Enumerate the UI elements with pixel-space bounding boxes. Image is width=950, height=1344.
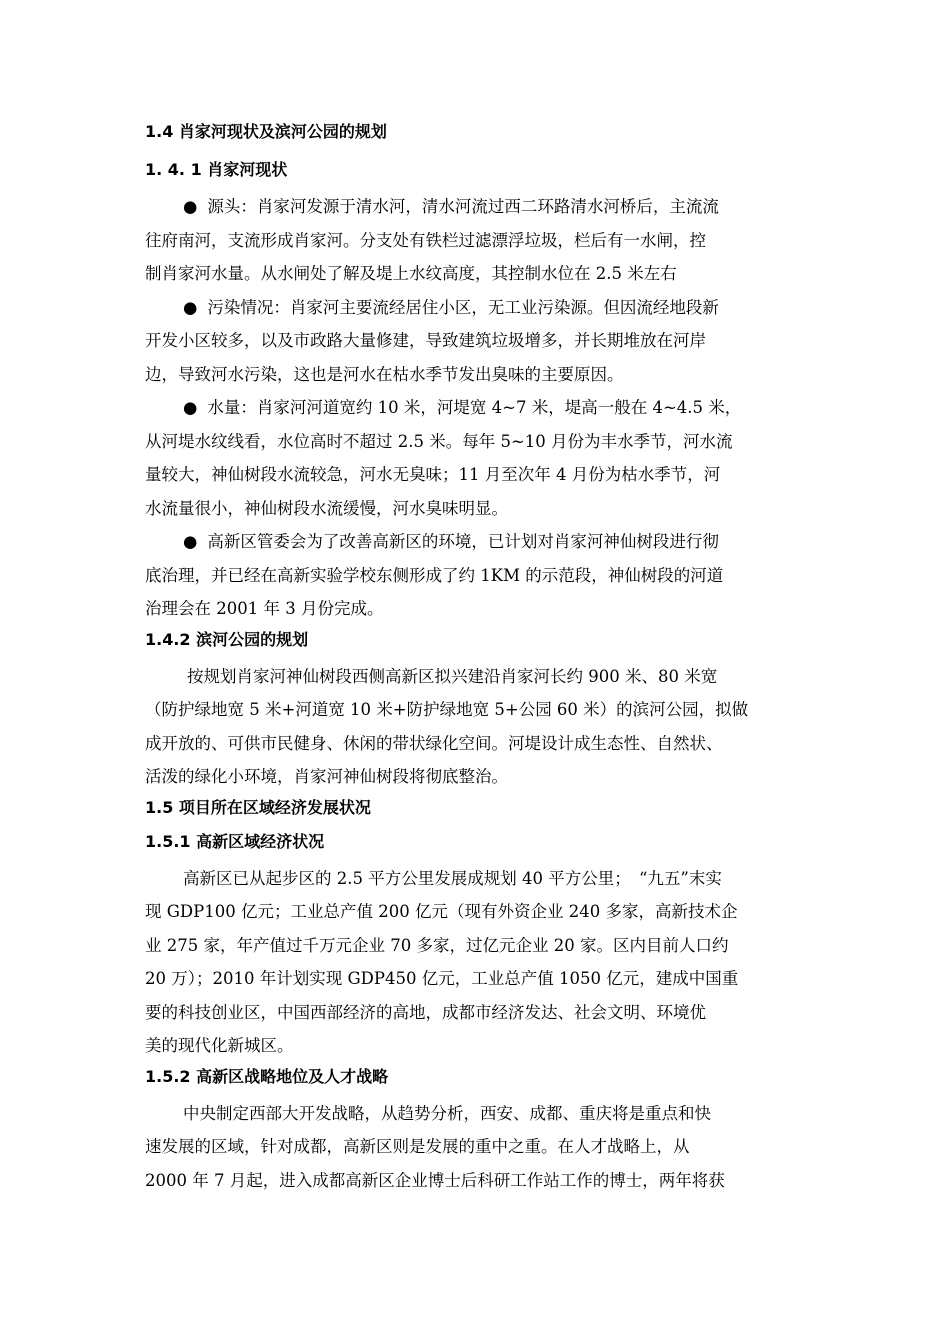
bullet-line: 治理会在 2001 年 3 月份完成。 [145, 599, 384, 618]
paragraph-economy [145, 862, 820, 1063]
document-page [145, 120, 820, 1197]
paragraph-line: 中央制定西部大开发战略，从趋势分析，西安、成都、重庆将是重点和快 [183, 1103, 711, 1123]
bullet-icon: ● [183, 197, 198, 216]
paragraph-line: 成开放的、可供市民健身、休闲的带状绿化空间。河堤设计成生态性、自然状、 [145, 733, 723, 753]
bullet-item-governance [145, 525, 820, 626]
bullet-item-source [145, 190, 820, 291]
subsection-heading-1-4-2: 1.4.2 滨河公园的规划 [145, 629, 309, 649]
paragraph-line: 20 万）；2010 年计划实现 GDP450 亿元，工业总产值 1050 亿元，建成中国重 [145, 969, 739, 988]
paragraph-park-plan [145, 660, 820, 794]
bullet-line: 开发小区较多，以及市政路大量修建，导致建筑垃圾增多，并长期堆放在河岸 [145, 331, 706, 350]
paragraph-line: 活泼的绿化小环境，肖家河神仙树段将彻底整治。 [145, 767, 508, 786]
paragraph-line: 美的现代化新城区。 [145, 1036, 294, 1055]
bullet-line: 底治理，并已经在高新实验学校东侧形成了约 1KM 的示范段，神仙树段的河道 [145, 565, 724, 585]
bullet-line: 从河堤水纹线看，水位高时不超过 2.5 米。每年 5~10 月份为丰水季节，河水流 [145, 431, 733, 451]
bullet-item-water-volume [145, 391, 820, 525]
bullet-line: ● 水量：肖家河河道宽约 10 米，河堤宽 4~7 米，堤高一般在 4~4.5 米， [145, 391, 820, 425]
subsection-heading-1-4-1: 1. 4. 1 肖家河现状 [145, 160, 288, 179]
paragraph-line: 高新区已从起步区的 2.5 平方公里发展成规划 40 平方公里； “九五”末实 [183, 868, 722, 888]
paragraph-line: 现 GDP100 亿元；工业总产值 200 亿元（现有外资企业 240 多家，高新技术企 [145, 902, 738, 921]
bullet-icon: ● [183, 297, 198, 317]
bullet-line: 制肖家河水量。从水闸处了解及堤上水纹高度，其控制水位在 2.5 米左右 [145, 264, 677, 283]
bullet-line: 水流量很小，神仙树段水流缓慢，河水臭味明显。 [145, 498, 508, 518]
paragraph-strategy [145, 1097, 820, 1198]
bullet-item-pollution [145, 291, 820, 392]
section-heading-1-5: 1.5 项目所在区域经济发展状况 [145, 797, 371, 817]
bullet-line: ● 污染情况：肖家河主要流经居住小区，无工业污染源。但因流经地段新 [145, 291, 820, 325]
subsection-heading-1-5-1: 1.5.1 高新区域经济状况 [145, 831, 325, 851]
bullet-line: ● 源头：肖家河发源于清水河，清水河流过西二环路清水河桥后，主流流 [145, 190, 820, 224]
bullet-icon: ● [183, 532, 198, 551]
paragraph-line: 速发展的区域，针对成都，高新区则是发展的重中之重。在人才战略上，从 [145, 1137, 690, 1156]
paragraph-line: 2000 年 7 月起，进入成都高新区企业博士后科研工作站工作的博士，两年将获 [145, 1170, 725, 1190]
paragraph-line: 业 275 家，年产值过千万元企业 70 多家，过亿元企业 20 家。区内目前人口约 [145, 935, 729, 955]
bullet-icon: ● [183, 398, 198, 417]
paragraph-line: 按规划肖家河神仙树段西侧高新区拟兴建沿肖家河长约 900 米、80 米宽 [187, 666, 718, 686]
subsection-heading-1-5-2: 1.5.2 高新区战略地位及人才战略 [145, 1066, 389, 1086]
section-heading-1-4: 1.4 肖家河现状及滨河公园的规划 [145, 122, 387, 141]
paragraph-line: 要的科技创业区，中国西部经济的高地，成都市经济发达、社会文明、环境优 [145, 1002, 706, 1022]
bullet-line: 量较大，神仙树段水流较急，河水无臭味；11 月至次年 4 月份为枯水季节，河 [145, 465, 721, 484]
bullet-line: ● 高新区管委会为了改善高新区的环境，已计划对肖家河神仙树段进行彻 [145, 525, 820, 559]
bullet-line: 边，导致河水污染，这也是河水在枯水季节发出臭味的主要原因。 [145, 364, 624, 384]
bullet-list-1-4-1 [145, 190, 820, 626]
paragraph-line: （防护绿地宽 5 米+河道宽 10 米+防护绿地宽 5+公园 60 米）的滨河公园，拟做 [145, 700, 749, 719]
bullet-line: 往府南河，支流形成肖家河。分支处有铁栏过滤漂浮垃圾，栏后有一水闸，控 [145, 230, 706, 250]
